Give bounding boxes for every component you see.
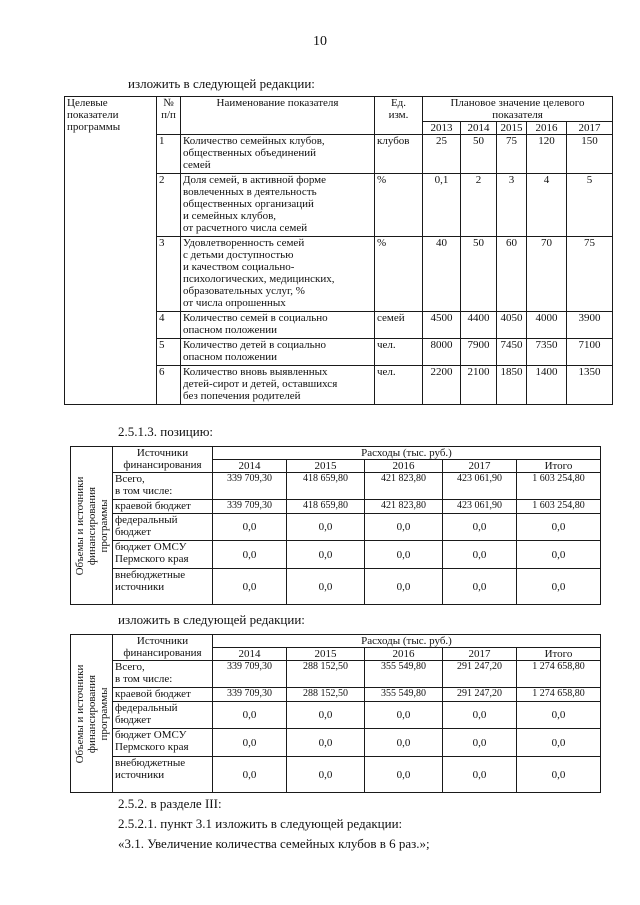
amount-cell: 288 152,50: [287, 661, 365, 688]
row-value: 4: [527, 174, 567, 237]
amount-cell: 0,0: [213, 729, 287, 757]
finance-vertical-label: Объемы и источники финансирования программы: [71, 447, 113, 605]
amount-cell: 0,0: [287, 757, 365, 793]
targets-section-label: Целевые показатели программы: [65, 97, 157, 405]
row-value: 2200: [423, 366, 461, 405]
row-num: 6: [157, 366, 181, 405]
amount-cell: 0,0: [517, 757, 601, 793]
amount-cell: 0,0: [443, 702, 517, 729]
amount-cell: 0,0: [517, 729, 601, 757]
row-value: 7900: [461, 339, 497, 366]
amount-cell: 0,0: [213, 702, 287, 729]
row-value: 2: [461, 174, 497, 237]
amount-cell: 0,0: [443, 569, 517, 605]
amount-cell: 0,0: [365, 757, 443, 793]
amount-cell: 291 247,20: [443, 688, 517, 702]
header-expenses: Расходы (тыс. руб.): [213, 447, 601, 460]
source-label: внебюджетные источники: [113, 757, 213, 793]
amount-cell: 1 274 658,80: [517, 661, 601, 688]
source-label: Всего, в том числе:: [113, 473, 213, 500]
row-num: 5: [157, 339, 181, 366]
amount-cell: 0,0: [287, 569, 365, 605]
source-label: федеральный бюджет: [113, 514, 213, 541]
amount-cell: 0,0: [365, 729, 443, 757]
row-name: Доля семей, в активной форме вовлеченных в деятельность общественных организаций и семейных клубов, от расчетного числа семей: [181, 174, 375, 237]
amount-cell: 288 152,50: [287, 688, 365, 702]
table-row: [71, 729, 601, 757]
year-header: 2015: [287, 648, 365, 661]
row-name: Количество семей в социально опасном положении: [181, 312, 375, 339]
amount-cell: 1 603 254,80: [517, 473, 601, 500]
amount-cell: 0,0: [213, 757, 287, 793]
row-value: 7450: [497, 339, 527, 366]
amount-cell: 0,0: [517, 569, 601, 605]
year-header: 2017: [443, 648, 517, 661]
year-header: 2016: [527, 122, 567, 135]
amount-cell: 1 603 254,80: [517, 500, 601, 514]
year-header: 2016: [365, 648, 443, 661]
year-header: 2015: [287, 460, 365, 473]
row-unit: %: [375, 237, 423, 312]
row-value: 120: [527, 135, 567, 174]
row-value: 1400: [527, 366, 567, 405]
row-value: 75: [567, 237, 613, 312]
section-line: 2.5.2. в разделе III:: [118, 796, 222, 811]
amount-cell: 0,0: [365, 541, 443, 569]
finance-vertical-label: Объемы и источники финансирования программы: [71, 635, 113, 793]
row-unit: клубов: [375, 135, 423, 174]
quote-line: «3.1. Увеличение количества семейных клубов в 6 раз.»;: [118, 836, 430, 851]
amount-cell: 0,0: [517, 514, 601, 541]
row-value: 1350: [567, 366, 613, 405]
finance-table-new: [70, 634, 601, 793]
amount-cell: 423 061,90: [443, 500, 517, 514]
amount-cell: 418 659,80: [287, 500, 365, 514]
row-value: 2100: [461, 366, 497, 405]
table-row: [71, 569, 601, 605]
amount-cell: 0,0: [213, 514, 287, 541]
row-value: 4500: [423, 312, 461, 339]
source-label: краевой бюджет: [113, 500, 213, 514]
year-header: 2014: [213, 648, 287, 661]
amount-cell: 0,0: [517, 541, 601, 569]
table-row: [71, 661, 601, 688]
table-row: [71, 514, 601, 541]
point-line: 2.5.2.1. пункт 3.1 изложить в следующей редакции:: [118, 816, 403, 831]
amount-cell: 0,0: [443, 729, 517, 757]
amount-cell: 0,0: [287, 541, 365, 569]
row-value: 4000: [527, 312, 567, 339]
amount-cell: 418 659,80: [287, 473, 365, 500]
header-plan: Плановое значение целевого показателя: [423, 97, 613, 122]
amount-cell: 0,0: [213, 569, 287, 605]
row-value: 60: [497, 237, 527, 312]
source-label: Всего, в том числе:: [113, 661, 213, 688]
row-num: 1: [157, 135, 181, 174]
header-sources: Источники финансирования: [113, 447, 213, 473]
amount-cell: 339 709,30: [213, 661, 287, 688]
year-header: Итого: [517, 648, 601, 661]
row-value: 5: [567, 174, 613, 237]
year-header: Итого: [517, 460, 601, 473]
table-row: [71, 473, 601, 500]
amount-cell: 0,0: [213, 541, 287, 569]
row-value: 1850: [497, 366, 527, 405]
row-value: 3: [497, 174, 527, 237]
source-label: бюджет ОМСУ Пермского края: [113, 729, 213, 757]
finance-table-old: [70, 446, 601, 605]
amount-cell: 339 709,30: [213, 500, 287, 514]
source-label: внебюджетные источники: [113, 569, 213, 605]
year-header: 2017: [567, 122, 613, 135]
amount-cell: 0,0: [365, 514, 443, 541]
page-number: 10: [313, 34, 327, 49]
amount-cell: 0,0: [443, 541, 517, 569]
row-value: 50: [461, 237, 497, 312]
amount-cell: 0,0: [443, 757, 517, 793]
header-unit: Ед. изм.: [375, 97, 423, 135]
amount-cell: 0,0: [365, 569, 443, 605]
amount-cell: 421 823,80: [365, 500, 443, 514]
amount-cell: 339 709,30: [213, 688, 287, 702]
amount-cell: 421 823,80: [365, 473, 443, 500]
amount-cell: 355 549,80: [365, 688, 443, 702]
row-value: 0,1: [423, 174, 461, 237]
amount-cell: 0,0: [287, 702, 365, 729]
row-value: 7350: [527, 339, 567, 366]
row-value: 70: [527, 237, 567, 312]
row-unit: семей: [375, 312, 423, 339]
position-line: 2.5.1.3. позицию:: [118, 424, 214, 439]
table-row: [71, 702, 601, 729]
row-num: 4: [157, 312, 181, 339]
row-value: 4050: [497, 312, 527, 339]
row-unit: чел.: [375, 339, 423, 366]
amount-cell: 355 549,80: [365, 661, 443, 688]
row-value: 3900: [567, 312, 613, 339]
year-header: 2015: [497, 122, 527, 135]
header-name: Наименование показателя: [181, 97, 375, 135]
header-sources: Источники финансирования: [113, 635, 213, 661]
amount-cell: 0,0: [365, 702, 443, 729]
row-name: Количество детей в социально опасном положении: [181, 339, 375, 366]
row-value: 4400: [461, 312, 497, 339]
redaction-line-2: изложить в следующей редакции:: [118, 612, 305, 627]
row-name: Количество семейных клубов, общественных объединений семей: [181, 135, 375, 174]
source-label: краевой бюджет: [113, 688, 213, 702]
year-header: 2016: [365, 460, 443, 473]
redaction-line-1: изложить в следующей редакции:: [128, 76, 315, 91]
row-value: 50: [461, 135, 497, 174]
amount-cell: 291 247,20: [443, 661, 517, 688]
row-value: 8000: [423, 339, 461, 366]
amount-cell: 339 709,30: [213, 473, 287, 500]
row-name: Количество вновь выявленных детей-сирот и детей, оставшихся без попечения родителей: [181, 366, 375, 405]
row-name: Удовлетворенность семей с детьми доступностью и качеством социально- психологических, медицинских, образовательных услуг, % от числа опрошенных: [181, 237, 375, 312]
amount-cell: 1 274 658,80: [517, 688, 601, 702]
source-label: федеральный бюджет: [113, 702, 213, 729]
row-value: 7100: [567, 339, 613, 366]
amount-cell: 0,0: [443, 514, 517, 541]
header-num: № п/п: [157, 97, 181, 135]
row-value: 150: [567, 135, 613, 174]
year-header: 2014: [213, 460, 287, 473]
header-expenses: Расходы (тыс. руб.): [213, 635, 601, 648]
targets-table: [64, 96, 613, 405]
row-unit: %: [375, 174, 423, 237]
year-header: 2014: [461, 122, 497, 135]
amount-cell: 0,0: [287, 729, 365, 757]
row-unit: чел.: [375, 366, 423, 405]
amount-cell: 0,0: [517, 702, 601, 729]
row-value: 40: [423, 237, 461, 312]
row-value: 75: [497, 135, 527, 174]
row-num: 3: [157, 237, 181, 312]
year-header: 2017: [443, 460, 517, 473]
table-row: [71, 500, 601, 514]
amount-cell: 0,0: [287, 514, 365, 541]
amount-cell: 423 061,90: [443, 473, 517, 500]
source-label: бюджет ОМСУ Пермского края: [113, 541, 213, 569]
table-row: [71, 757, 601, 793]
table-row: [71, 688, 601, 702]
year-header: 2013: [423, 122, 461, 135]
row-num: 2: [157, 174, 181, 237]
row-value: 25: [423, 135, 461, 174]
table-row: [71, 541, 601, 569]
